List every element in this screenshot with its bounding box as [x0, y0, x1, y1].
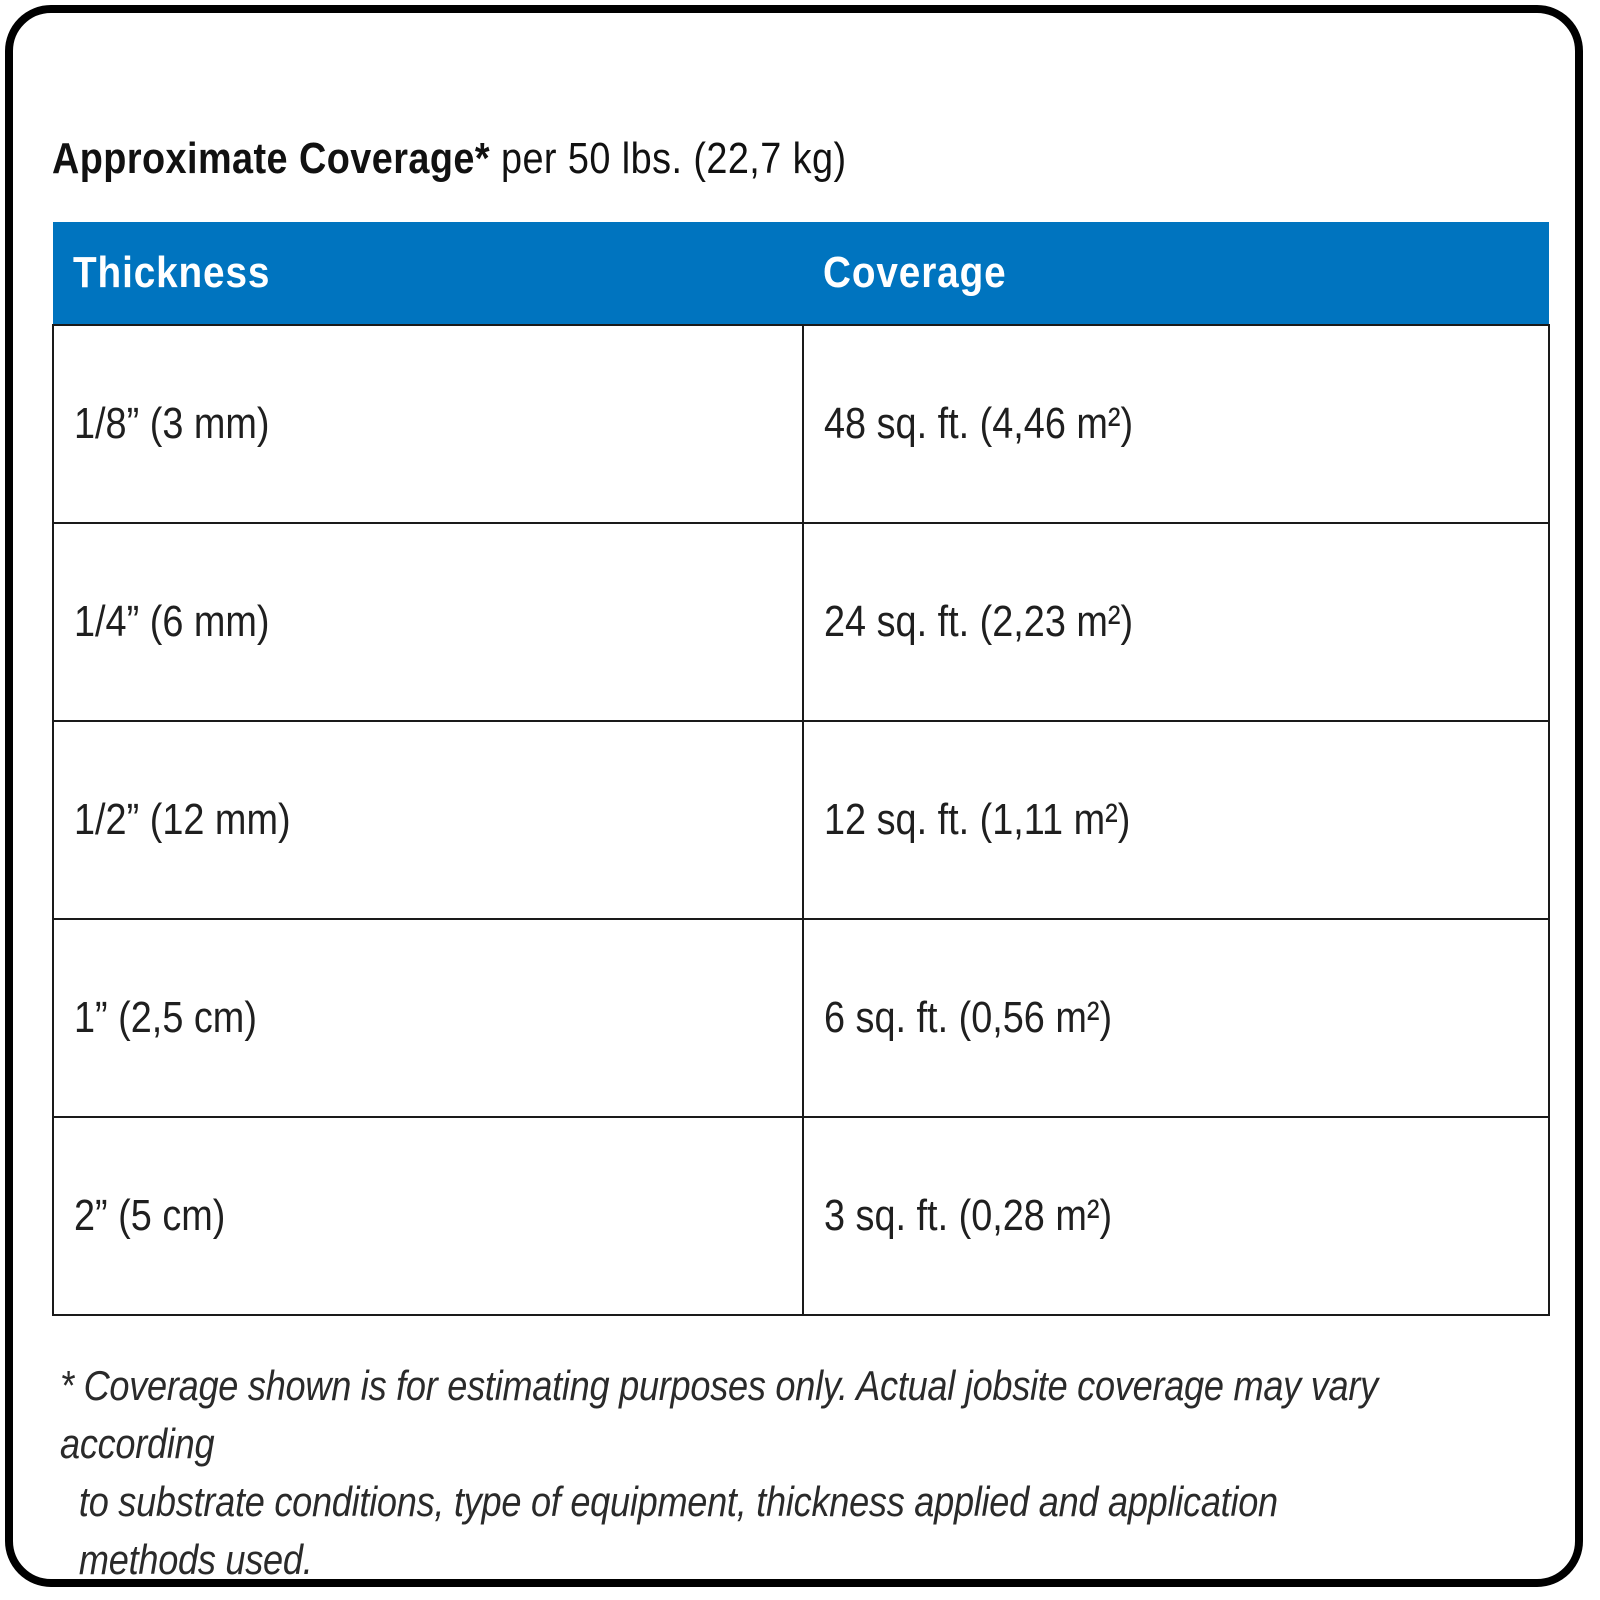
thickness-cell: 1/2” (12 mm) — [53, 721, 803, 919]
coverage-cell: 12 sq. ft. (1,11 m²) — [803, 721, 1549, 919]
table-row — [53, 919, 1549, 1117]
footnote-line-2: to substrate conditions, type of equipment, thickness applied and application methods used. — [78, 1478, 1278, 1583]
header-row — [53, 222, 1549, 325]
thickness-cell: 1/8” (3 mm) — [53, 325, 803, 523]
coverage-table — [52, 222, 1550, 1316]
coverage-cell: 3 sq. ft. (0,28 m²) — [803, 1117, 1549, 1315]
coverage-footnote — [60, 1357, 1402, 1589]
coverage-cell: 24 sq. ft. (2,23 m²) — [803, 523, 1549, 721]
footnote-line-1: * Coverage shown is for estimating purposes only. Actual jobsite coverage may vary according — [60, 1362, 1378, 1467]
table-row — [53, 1117, 1549, 1315]
heading-title: Approximate Coverage* — [52, 134, 491, 183]
table-row — [53, 523, 1549, 721]
table-row — [53, 721, 1549, 919]
coverage-heading — [52, 134, 847, 184]
table-body — [53, 325, 1549, 1315]
heading-subtitle: per 50 lbs. (22,7 kg) — [490, 134, 847, 183]
table-row — [53, 325, 1549, 523]
table-header — [53, 222, 1549, 325]
thickness-cell: 2” (5 cm) — [53, 1117, 803, 1315]
header-coverage: Coverage — [803, 222, 1549, 325]
thickness-cell: 1” (2,5 cm) — [53, 919, 803, 1117]
coverage-cell: 6 sq. ft. (0,56 m²) — [803, 919, 1549, 1117]
header-thickness: Thickness — [53, 222, 803, 325]
thickness-cell: 1/4” (6 mm) — [53, 523, 803, 721]
coverage-cell: 48 sq. ft. (4,46 m²) — [803, 325, 1549, 523]
